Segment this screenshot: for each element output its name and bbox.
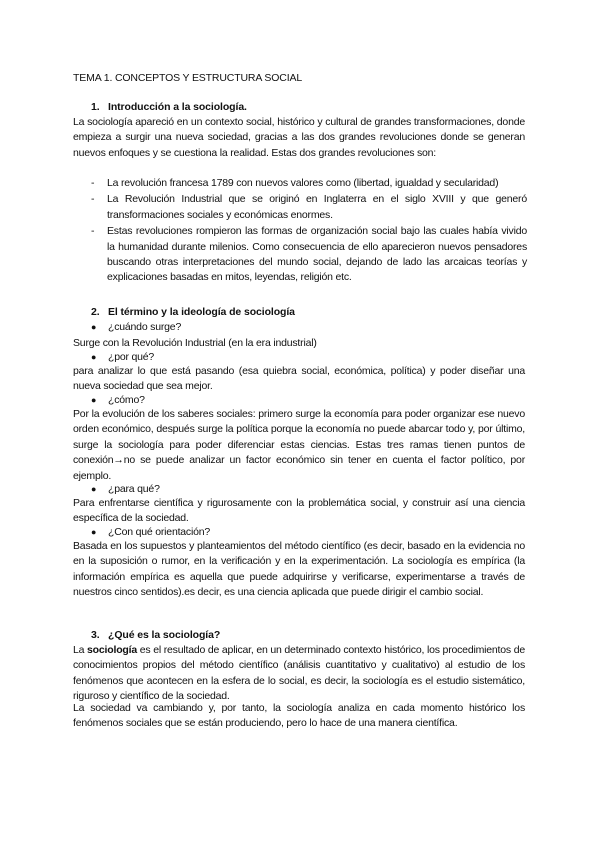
- answer-orientation: Basada en los supuestos y planteamientos del método científico (es decir, basado en la evidencia no en la suposición o rumor, en la verificación y en la experimentación. La sociología es empírica (la información empírica es aquella que puede adquirirse y verificarse, experimentarse a través de nuestros cinco sentidos).es decir, es una ciencia aplicada que puede dirigir el cambio social.: [73, 540, 525, 599]
- section-3-heading: [91, 629, 220, 641]
- section-2-number: 2.: [91, 306, 100, 318]
- list-item: - Estas revoluciones rompieron las formas de organización social bajo las cuales había vivido la humanidad durante milenios. Como consecuencia de ello aparecieron nuevos pensadores buscando otras interpretaciones del mundo social, dejando de lado las arcaicas teorías y explicaciones basadas en mitos, leyendas, religión etc.: [91, 224, 527, 286]
- section-2-title: El término y la ideología de sociología: [108, 306, 295, 318]
- section-3-title: ¿Qué es la sociología?: [108, 629, 221, 641]
- bullet-icon: ●: [91, 395, 97, 405]
- section-3-paragraph-1: [73, 643, 525, 705]
- bullet-icon: ●: [91, 527, 97, 537]
- question-text: ¿cuándo surge?: [108, 321, 182, 333]
- section-1-title: Introducción a la sociología.: [108, 101, 247, 113]
- section-1-intro: La sociología apareció en un contexto social, histórico y cultural de grandes transformaciones, donde empieza a surgir una nueva sociedad, gracias a las dos grandes revoluciones donde se generan nuevos enfoques y se cuestiona la realidad. Estas dos grandes revoluciones son:: [73, 116, 525, 159]
- answer-when: Surge con la Revolución Industrial (en la era industrial): [73, 337, 317, 349]
- section-3-paragraph-2: La sociedad va cambiando y, por tanto, la sociología analiza en cada momento histórico los fenómenos sociales que se están produciendo, pero lo hace de una manera científica.: [73, 702, 525, 730]
- paragraph-rest: es el resultado de aplicar, en un determinado contexto histórico, los procedimientos de conocimientos propios del método científico (análisis cuantitativo y cualitativo) al estudio de los fenómenos que acontecen en la esfera de lo social, es decir, la sociología es el estudio sistemático, riguroso y científico de la sociedad.: [73, 644, 525, 703]
- question-text: ¿cómo?: [108, 394, 145, 406]
- answer-what-for: Para enfrentarse científica y rigurosamente con la problemática social, y construir así una ciencia específica de la sociedad.: [73, 497, 525, 525]
- bullet-icon: ●: [91, 352, 97, 362]
- question-text: ¿para qué?: [108, 483, 160, 495]
- revolutions-list: [91, 176, 527, 287]
- section-3-number: 3.: [91, 629, 100, 641]
- bullet-icon: ●: [91, 484, 97, 494]
- paragraph-lead: La: [73, 644, 88, 656]
- section-1-number: 1.: [91, 101, 100, 113]
- question-text: ¿Con qué orientación?: [108, 526, 211, 538]
- bullet-icon: ●: [91, 322, 97, 332]
- question-when: [91, 320, 181, 335]
- list-item: - La revolución francesa 1789 con nuevos valores como (libertad, igualdad y secularidad): [91, 176, 527, 191]
- document-title: TEMA 1. CONCEPTOS Y ESTRUCTURA SOCIAL: [73, 72, 303, 84]
- term-sociologia: sociología: [87, 644, 137, 656]
- section-1-heading: [91, 101, 247, 113]
- list-item: - La Revolución Industrial que se originó en Inglaterra en el siglo XVIII y que generó transformaciones sociales y económicas enormes.: [91, 192, 527, 223]
- question-text: ¿por qué?: [108, 351, 155, 363]
- section-2-heading: [91, 306, 295, 318]
- answer-why: para analizar lo que está pasando (esa quiebra social, económica, política) y poder diseñar una nueva sociedad que sea mejor.: [73, 365, 525, 393]
- answer-how: Por la evolución de los saberes sociales: primero surge la economía para poder organizar ese nuevo orden económico, después surge la política porque la economía no puede abarcar todo y, por último, surge la sociología para poder diferenciar estas ciencias. Estas tres ramas tienen puntos de conexión→no se puede analizar un factor económico sin tener en cuenta el factor político, por ejemplo.: [73, 408, 525, 482]
